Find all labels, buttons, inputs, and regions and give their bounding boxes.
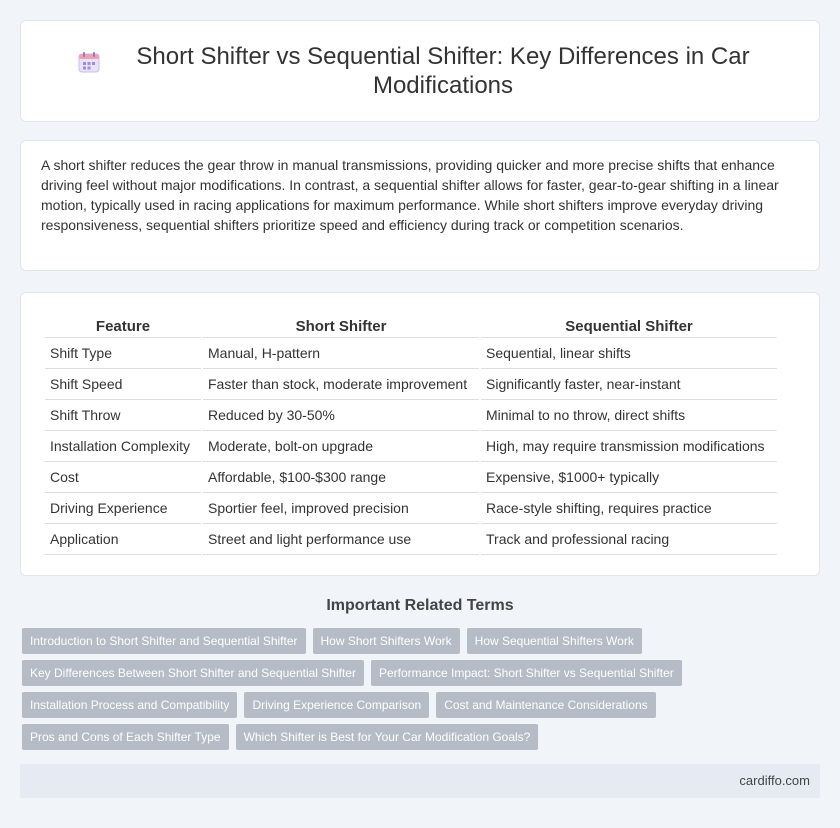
related-term-tag[interactable]: Installation Process and Compatibility [22,692,237,718]
table-row [45,369,777,400]
related-term-tag[interactable]: Introduction to Short Shifter and Sequential Shifter [22,628,306,654]
table-row [45,400,777,431]
tag-row [22,692,822,718]
table-row [45,462,777,493]
related-term-tag[interactable]: Key Differences Between Short Shifter and Sequential Shifter [22,660,364,686]
table-cell: Sportier feel, improved precision [203,493,479,524]
table-cell: High, may require transmission modifications [481,431,777,462]
table-header-row [45,313,777,338]
intro-paragraph: A short shifter reduces the gear throw in manual transmissions, providing quicker and more precise shifts that enhance driving feel without major modifications. In contrast, a sequential shifter allows for faster, gear-to-gear shifting in a linear motion, typically used in racing applications for maximum performance. While short shifters improve everyday driving responsiveness, sequential shifters prioritize speed and efficiency during track or competition scenarios. [41,157,779,233]
header-feature: Feature [45,313,201,338]
related-term-tag[interactable]: How Short Shifters Work [313,628,460,654]
page-title: Short Shifter vs Sequential Shifter: Key Differences in Car Modifications [136,43,750,99]
tag-row [22,724,822,750]
table-cell: Application [45,524,201,555]
header-short-shifter: Short Shifter [203,313,479,338]
related-term-tag[interactable]: Performance Impact: Short Shifter vs Sequential Shifter [371,660,682,686]
tag-row [22,628,822,654]
table-cell: Shift Type [45,338,201,369]
table-cell: Sequential, linear shifts [481,338,777,369]
related-term-tag[interactable]: Driving Experience Comparison [244,692,429,718]
calendar-icon [77,50,101,74]
table-cell: Moderate, bolt-on upgrade [203,431,479,462]
table-cell: Reduced by 30-50% [203,400,479,431]
table-row [45,524,777,555]
table-cell: Street and light performance use [203,524,479,555]
table-row [45,493,777,524]
table-row [45,431,777,462]
related-term-tag[interactable]: Cost and Maintenance Considerations [436,692,655,718]
header-sequential-shifter: Sequential Shifter [481,313,777,338]
title-wrap [70,42,770,100]
table-cell: Expensive, $1000+ typically [481,462,777,493]
related-term-tag[interactable]: Which Shifter is Best for Your Car Modification Goals? [236,724,539,750]
comparison-table [43,313,779,555]
table-cell: Track and professional racing [481,524,777,555]
intro-card [20,140,820,271]
table-cell: Installation Complexity [45,431,201,462]
table-row [45,338,777,369]
tag-row [22,660,822,686]
footer [20,764,820,798]
related-terms-title: Important Related Terms [326,597,514,614]
table-cell: Shift Throw [45,400,201,431]
table-cell: Minimal to no throw, direct shifts [481,400,777,431]
table-cell: Shift Speed [45,369,201,400]
related-term-tag[interactable]: How Sequential Shifters Work [467,628,642,654]
comparison-card [20,292,820,576]
table-cell: Significantly faster, near-instant [481,369,777,400]
table-cell: Race-style shifting, requires practice [481,493,777,524]
table-cell: Manual, H-pattern [203,338,479,369]
title-card [20,20,820,122]
related-term-tag[interactable]: Pros and Cons of Each Shifter Type [22,724,229,750]
table-cell: Cost [45,462,201,493]
related-terms-tags [22,628,822,756]
table-cell: Driving Experience [45,493,201,524]
table-cell: Faster than stock, moderate improvement [203,369,479,400]
table-cell: Affordable, $100-$300 range [203,462,479,493]
footer-site-link[interactable]: cardiffo.com [739,773,810,788]
